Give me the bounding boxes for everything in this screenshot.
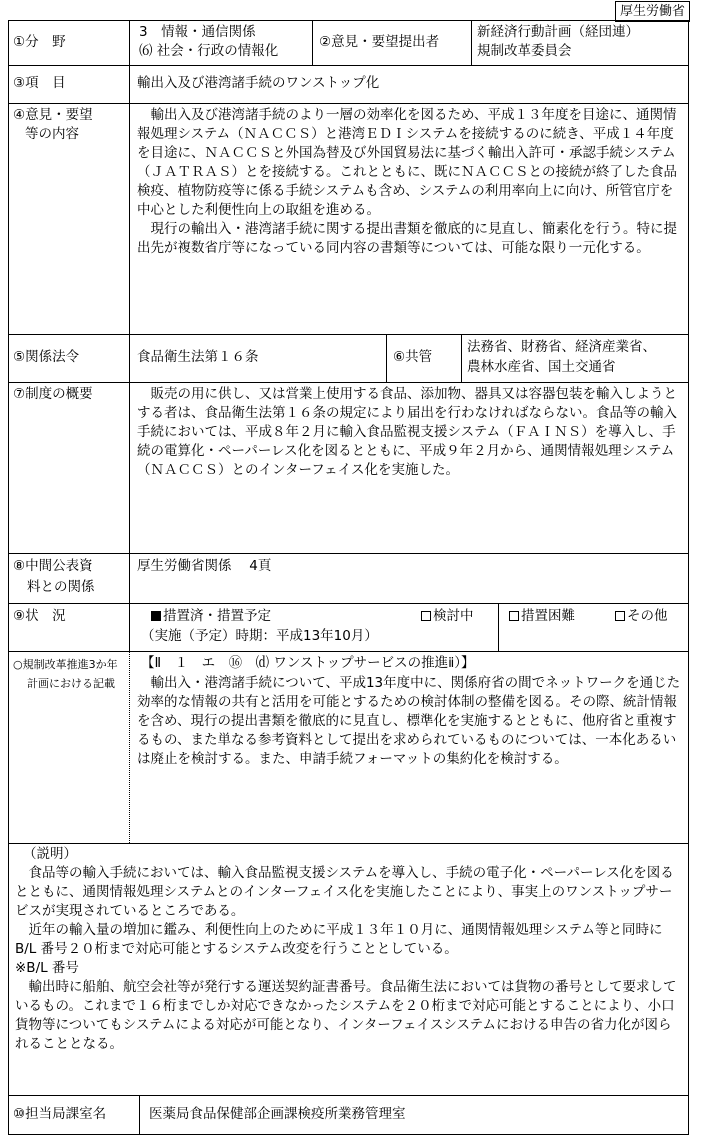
jurisdiction-label: ⑥共管	[393, 349, 433, 365]
column-divider	[129, 21, 130, 334]
row-divider	[9, 651, 688, 652]
explanation-note-heading: ※B/L 番号	[15, 960, 79, 976]
plan-body	[137, 674, 683, 769]
column-divider	[129, 334, 130, 651]
column-divider	[471, 21, 472, 65]
status-option-review: 検討中	[421, 607, 474, 626]
submitter-value-line2: 規制改革委員会	[477, 43, 572, 59]
column-divider	[139, 1095, 140, 1135]
plan-heading: 【Ⅱ １ エ ⑯ ⒟ ワンストップサービスの推進ⅱ）】	[141, 655, 475, 671]
explanation-paragraph: 食品等の輸入手続においては、輸入食品監視支援システムを導入し、手続の電子化・ペーパーレス化を図るとともに、通関情報処理システムとのインターフェイス化を実施したことにより、事実上のワンストップサービスが実現されているところである。	[15, 865, 674, 919]
status-option-difficult: 措置困難	[509, 607, 575, 626]
interim-label-line1: ⑧中間公表資	[13, 558, 93, 574]
unchecked-box-icon	[421, 611, 431, 621]
column-divider	[461, 334, 462, 382]
status-label: ⑨状 況	[13, 608, 66, 624]
opinion-paragraph: 輸出入及び港湾諸手続のより一層の効率化を図るため、平成１３年度を目途に、通関情報処理システム（ＮＡＣＣＳ）と港湾ＥＤＩシステムを接続するのに続き、平成１４年度を目途に、ＮＡＣＣＳと外国為替及び外国貿易法に基づく輸出入許可・承認手続システム（ＪＡＴＲＡＳ）とを接続する。これとともに、既にＮＡＣＣＳとの接続が終了した食品検疫、植物防疫等に係る手続システムも含め、システムの利用率向上に向け、所管官庁を中心とした利便性向上の取組を進める。	[137, 107, 677, 218]
row-divider	[9, 553, 688, 554]
bureau-value: 医薬局食品保健部企画課検疫所業務管理室	[149, 1106, 406, 1122]
row-divider	[9, 382, 688, 383]
submitter-label: ②意見・要望提出者	[319, 34, 440, 50]
interim-label-line2: 料との関係	[27, 579, 95, 595]
status-option-other: その他	[615, 607, 668, 626]
law-label: ⑤関係法令	[13, 349, 80, 365]
column-divider-dotted	[129, 651, 130, 843]
column-divider	[312, 21, 313, 65]
opinion-body	[137, 106, 683, 258]
status-option-done: 措置済・措置予定	[151, 607, 271, 626]
opinion-label-line2: 等の内容	[25, 126, 79, 142]
row-divider	[9, 1095, 688, 1096]
row-divider	[9, 103, 688, 104]
jurisdiction-value-line1: 法務省、財務省、経済産業省、	[467, 339, 656, 355]
column-divider	[386, 334, 387, 382]
field-value-line2: ⑹ 社会・行政の情報化	[139, 43, 279, 59]
law-value: 食品衛生法第１６条	[137, 349, 259, 365]
overview-paragraph: 販売の用に供し、又は営業上使用する食品、添加物、器具又は容器包装を輸入しようとする者は、食品衛生法第１６条の規定により届出を行わなければならない。食品等の輸入手続においては、平成８年２月に輸入食品監視支援システム（ＦＡＩＮＳ）を導入し、手続の電算化・ペーパーレス化を図るとともに、平成９年２月から、通関情報処理システム（ＮＡＣＣＳ）とのインターフェイス化を実施した。	[137, 386, 677, 478]
plan-label-line2: 計画における記載	[27, 677, 115, 690]
overview-label: ⑦制度の概要	[13, 386, 93, 402]
status-timing: （実施（予定）時期：平成13年10月）	[141, 628, 378, 644]
overview-body	[137, 385, 683, 480]
explanation-body	[15, 845, 683, 1054]
explanation-heading: （説明）	[23, 846, 77, 862]
field-value-line1: 3 情報・通信関係	[139, 24, 256, 40]
plan-paragraph: 輸出入・港湾諸手続について、平成13年度中に、関係府省の間でネットワークを通じた効率的な情報の共有と活用を可能とするための検討体制の整備を図る。その際、統計情報を含め、現行の提出書類を徹底的に見直し、標準化を実施するとともに、他府省と重複するもの、また単なる参考資料として提出を求められているものについては、一本化あるいは廃止を検討する。また、申請手続フォーマットの集約化を検討する。	[137, 675, 681, 767]
item-label: ③項 目	[13, 75, 66, 91]
row-divider	[9, 843, 688, 844]
ministry-tag: 厚生労働省	[615, 1, 690, 22]
explanation-paragraph: 輸出時に船舶、航空会社等が発行する運送契約証書番号。食品衛生法においては貨物の番号として要求しているもの。これまで１６桁までしか対応できなかったシステムを２０桁まで対応可能とすることにより、小口貨物等についてもシステムによる対応が可能となり、インターフェイスシステムにおける申告の省力化が図られることとなる。	[15, 979, 677, 1052]
submitter-value-line1: 新経済行動計画（経団連）	[477, 24, 639, 40]
row-divider	[9, 603, 688, 604]
checked-box-icon	[151, 611, 161, 621]
opinion-paragraph: 現行の輸出入・港湾諸手続に関する提出書類を徹底的に見直し、簡素化を行う。特に提出先が複数省庁等になっている同内容の書類等については、可能な限り一元化する。	[137, 221, 677, 256]
interim-value: 厚生労働省関係 4頁	[137, 558, 272, 574]
item-value: 輸出入及び港湾諸手続のワンストップ化	[137, 75, 380, 91]
column-divider	[498, 603, 499, 651]
unchecked-box-icon	[509, 611, 519, 621]
jurisdiction-value-line2: 農林水産省、国土交通省	[467, 359, 616, 375]
explanation-paragraph: 近年の輸入量の増加に鑑み、利便性向上のために平成１３年１０月に、通関情報処理システム等と同時にB/L 番号２０桁まで対応可能とするシステム改変を行うこととしている。	[15, 922, 663, 957]
row-divider	[9, 334, 688, 335]
opinion-label-line1: ④意見・要望	[13, 107, 93, 123]
unchecked-box-icon	[615, 611, 625, 621]
row-divider	[9, 65, 688, 66]
plan-label-line1: ○規制改革推進3か年	[13, 658, 118, 671]
field-label: ①分 野	[13, 34, 66, 50]
bureau-label: ⑩担当局課室名	[13, 1106, 107, 1122]
form-table	[8, 20, 689, 1135]
